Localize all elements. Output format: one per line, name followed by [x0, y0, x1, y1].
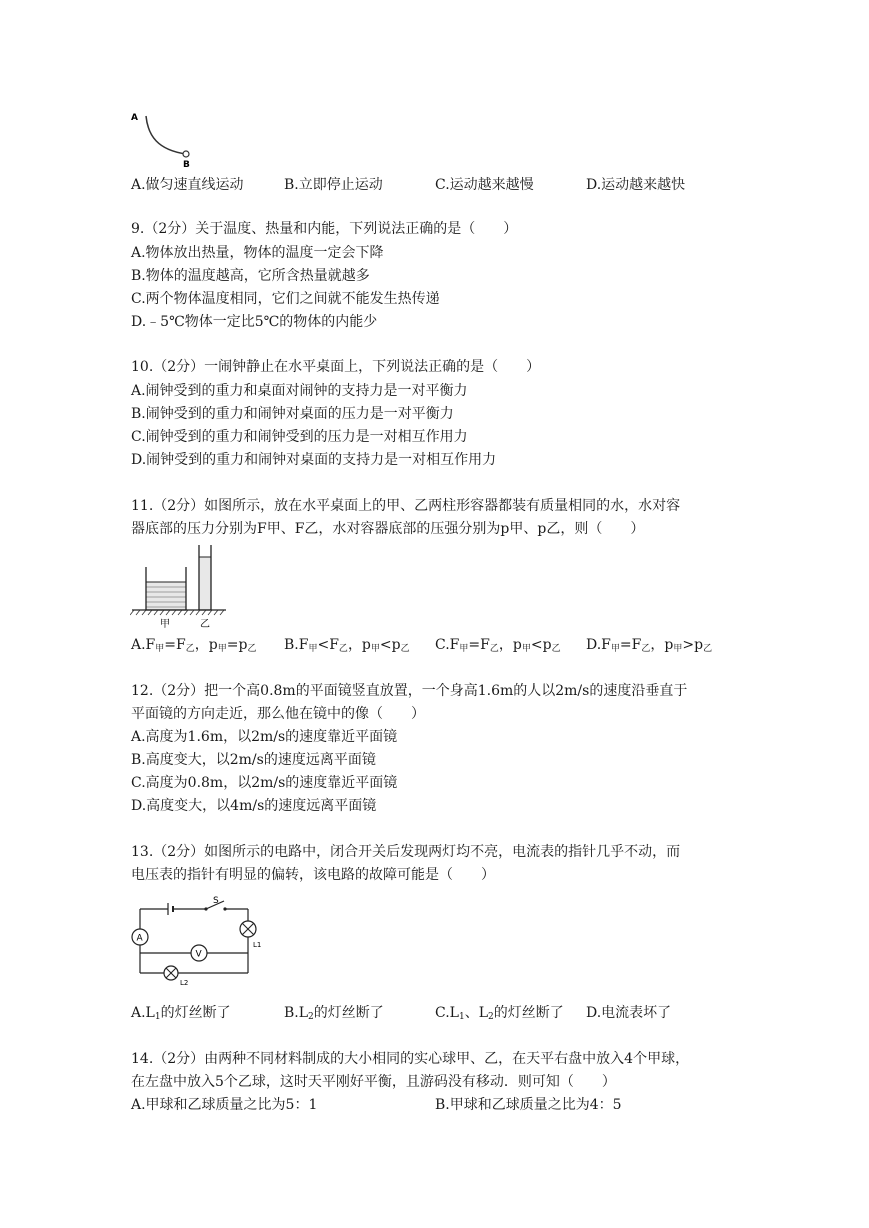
q12-stem-line2: 平面镜的方向走近，那么他在镜中的像（ ） [131, 706, 425, 722]
q14-option-a: A.甲球和乙球质量之比为5：1 [131, 1097, 318, 1113]
q11-stem-line2: 器底部的压力分别为F甲、F乙，水对容器底部的压强分别为p甲、p乙，则（ ） [131, 521, 645, 537]
q9-option-c: C.两个物体温度相同，它们之间就不能发生热传递 [131, 291, 440, 307]
container-jia-water [146, 582, 186, 610]
q13-option-c: $C.L_1$、$L_2$的灯丝断了 [435, 1005, 564, 1022]
curve-track [146, 116, 186, 154]
q11-option-a: $A.F_甲=F_乙$，$p_甲=p_乙$ [131, 637, 257, 654]
q14-option-b: B.甲球和乙球质量之比为4：5 [435, 1097, 622, 1113]
q11-stem-line1: 11.（2分）如图所示，放在水平桌面上的甲、乙两柱形容器都装有质量相同的水，水对容 [131, 498, 681, 514]
q12-stem-line1: 12.（2分）把一个高0.8m的平面镜竖直放置，一个身高1.6m的人以2m/s的速度沿垂直于 [131, 683, 688, 699]
q9-option-d: D.﹣5℃物体一定比5℃的物体的内能少 [131, 314, 378, 330]
q8-option-a: A.做匀速直线运动 [131, 177, 244, 193]
q12-option-d: D.高度变大，以4m/s的速度远离平面镜 [131, 798, 377, 814]
circuit-figure [128, 893, 270, 985]
q13-stem-line1: 13.（2分）如图所示的电路中，闭合开关后发现两灯均不亮，电流表的指针几乎不动，而 [131, 844, 681, 860]
lamp-l2-label: L2 [180, 979, 189, 985]
lamp-l1 [240, 921, 256, 937]
label-jia: 甲 [160, 619, 170, 629]
q10-option-a: A.闹钟受到的重力和桌面对闹钟的支持力是一对平衡力 [131, 383, 468, 399]
q10-option-c: C.闹钟受到的重力和闹钟受到的压力是一对相互作用力 [131, 429, 468, 445]
lamp-l1-label: L1 [253, 941, 262, 949]
q13-option-a: $A.L_1$的灯丝断了 [131, 1005, 231, 1022]
label-a: A [131, 113, 138, 123]
q8-option-c: C.运动越来越慢 [435, 177, 534, 193]
container-yi-water [199, 557, 211, 610]
q11-option-c: $C.F_甲=F_乙$，$p_甲<p_乙$ [435, 637, 561, 654]
q12-option-c: C.高度为0.8m，以2m/s的速度靠近平面镜 [131, 775, 398, 791]
lamp-l2 [164, 966, 178, 980]
q9-option-b: B.物体的温度越高，它所含热量就越多 [131, 268, 370, 284]
q13-option-b: $B.L_2$的灯丝断了 [284, 1005, 384, 1022]
q8-option-b: B.立即停止运动 [284, 177, 383, 193]
q11-option-b: $B.F_甲<F_乙$，$p_甲<p_乙$ [284, 637, 410, 654]
curve-track-figure [128, 108, 198, 168]
q8-option-d: D.运动越来越快 [586, 177, 686, 193]
q10-option-b: B.闹钟受到的重力和闹钟对桌面的压力是一对平衡力 [131, 406, 454, 422]
q9-stem: 9.（2分）关于温度、热量和内能，下列说法正确的是（ ） [131, 221, 518, 237]
q9-option-a: A.物体放出热量，物体的温度一定会下降 [131, 245, 384, 261]
q13-option-d: D.电流表坏了 [586, 1005, 672, 1021]
q10-stem: 10.（2分）一闹钟静止在水平桌面上，下列说法正确的是（ ） [131, 359, 541, 375]
label-yi: 乙 [200, 619, 210, 629]
q14-stem-line2: 在左盘中放入5个乙球，这时天平刚好平衡，且游码没有移动．则可知（ ） [131, 1074, 616, 1090]
ball-b [183, 151, 189, 157]
q11-option-d: $D.F_甲=F_乙$，$p_甲>p_乙$ [586, 637, 713, 654]
ammeter-label: A [136, 933, 143, 944]
q13-stem-line2: 电压表的指针有明显的偏转，该电路的故障可能是（ ） [131, 867, 495, 883]
label-b: B [183, 160, 190, 168]
containers-figure [130, 543, 230, 629]
switch-label: S [213, 896, 219, 906]
q10-option-d: D.闹钟受到的重力和闹钟对桌面的支持力是一对相互作用力 [131, 452, 497, 468]
voltmeter-label: V [195, 949, 202, 960]
q12-option-b: B.高度变大，以2m/s的速度远离平面镜 [131, 752, 376, 768]
q12-option-a: A.高度为1.6m，以2m/s的速度靠近平面镜 [131, 729, 398, 745]
q14-stem-line1: 14.（2分）由两种不同材料制成的大小相同的实心球甲、乙，在天平右盘中放入4个甲球， [131, 1051, 690, 1067]
